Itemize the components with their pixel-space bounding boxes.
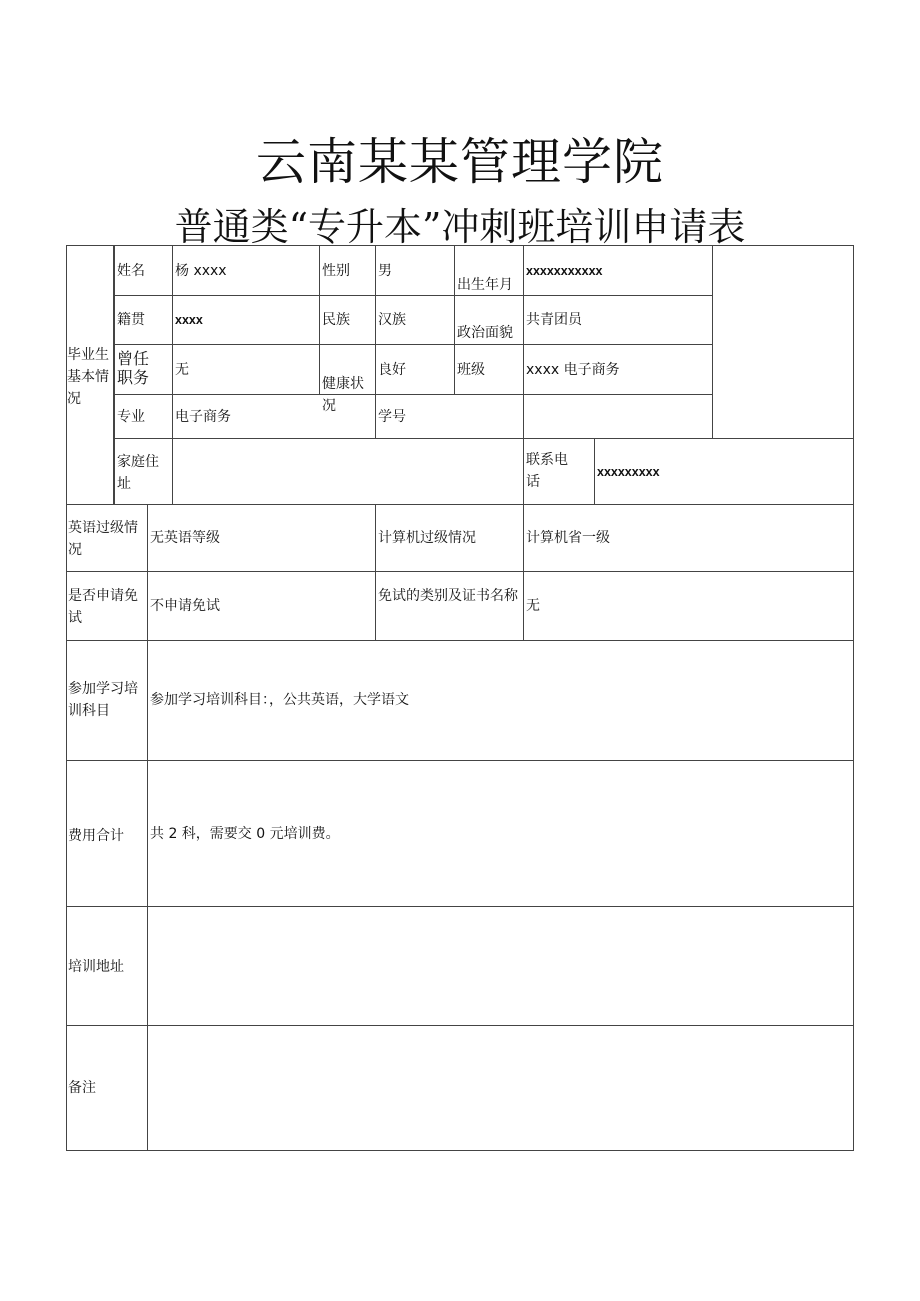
cell-exempt-type-label: [375, 571, 524, 641]
cell-student-no-value: [523, 394, 713, 439]
gender-label: 性别: [322, 263, 350, 279]
ethnicity-value: 汉族: [378, 312, 406, 328]
cell-name-value: [172, 245, 320, 296]
birth-value: xxxxxxxxxxx: [526, 264, 603, 278]
cell-position-value: [172, 344, 320, 395]
cell-ethnicity-label: [319, 295, 376, 345]
exempt-label: 是否申请免试: [68, 588, 138, 626]
cell-exempt-label: [66, 571, 148, 641]
cell-health-value: [375, 344, 455, 395]
cell-english-value: [147, 504, 376, 572]
origin-label: 籍贯: [117, 312, 145, 328]
cell-ethnicity-value: [375, 295, 455, 345]
cell-address-value: [172, 438, 524, 505]
cell-major-value: [172, 394, 376, 439]
cell-subjects-value: [147, 640, 854, 761]
cell-remarks-label: [66, 1025, 148, 1151]
political-value: 共青团员: [526, 312, 582, 328]
cell-photo: [712, 245, 854, 439]
health-value: 良好: [378, 362, 406, 378]
cell-fee-value: [147, 760, 854, 907]
cell-gender-value: [375, 245, 455, 296]
fee-value: 共 2 科，需要交 0 元培训费。: [150, 826, 340, 842]
exempt-type-value: 无: [526, 598, 540, 614]
cell-name-label: [114, 245, 173, 296]
class-value: xxxx 电子商务: [526, 362, 620, 378]
computer-value: 计算机省一级: [526, 530, 610, 546]
cell-computer-label: [375, 504, 524, 572]
cell-fee-label: [66, 760, 148, 907]
cell-health-label: [319, 344, 376, 414]
cell-basic-info-section: [66, 245, 114, 505]
cell-political-value: [523, 295, 713, 345]
gender-value: 男: [378, 263, 392, 279]
english-label: 英语过级情况: [68, 520, 138, 558]
exempt-type-label: 免试的类别及证书名称: [378, 588, 518, 604]
basic-info-section-label: 毕业生基本情况: [67, 347, 109, 407]
name-value: 杨 xxxx: [175, 263, 227, 279]
cell-exempt-value: [147, 571, 376, 641]
cell-class-label: [454, 344, 524, 395]
cell-computer-value: [523, 504, 854, 572]
cell-origin-value: [172, 295, 320, 345]
cell-phone-label: [523, 438, 595, 505]
cell-political-label: [454, 295, 524, 345]
cell-class-value: [523, 344, 713, 395]
subjects-value: 参加学习培训科目：，公共英语，大学语文: [150, 692, 409, 708]
address-label: 家庭住址: [117, 454, 159, 492]
cell-address-label: [114, 438, 173, 505]
cell-location-label: [66, 906, 148, 1026]
location-label: 培训地址: [68, 959, 124, 975]
phone-label: 联系电话: [526, 452, 568, 490]
major-value: 电子商务: [175, 409, 231, 425]
computer-label: 计算机过级情况: [378, 530, 476, 546]
class-label: 班级: [457, 362, 485, 378]
cell-major-label: [114, 394, 173, 439]
subjects-label: 参加学习培训科目: [68, 681, 138, 719]
major-label: 专业: [117, 409, 145, 425]
cell-subjects-label: [66, 640, 148, 761]
cell-student-no-label: [375, 394, 524, 439]
political-label: 政治面貌: [457, 325, 513, 341]
school-title: 云南某某管理学院: [256, 133, 664, 191]
student-no-label: 学号: [378, 409, 406, 425]
cell-gender-label: [319, 245, 376, 296]
form-title: 普通类“专升本”冲刺班培训申请表: [174, 205, 746, 249]
cell-location-value: [147, 906, 854, 1026]
ethnicity-label: 民族: [322, 312, 350, 328]
cell-exempt-type-value: [523, 571, 854, 641]
health-label: 健康状况: [322, 376, 364, 414]
origin-value: xxxx: [175, 313, 203, 327]
phone-value: xxxxxxxxx: [597, 465, 660, 479]
fee-label: 费用合计: [68, 828, 124, 844]
birth-label: 出生年月: [457, 277, 513, 293]
cell-english-label: [66, 504, 148, 572]
remarks-label: 备注: [68, 1080, 96, 1096]
cell-birth-value: [523, 245, 713, 296]
position-label: 曾任职务: [117, 349, 150, 387]
cell-phone-value: [594, 438, 854, 505]
exempt-value: 不申请免试: [150, 598, 220, 614]
position-value: 无: [175, 362, 189, 378]
cell-origin-label: [114, 295, 173, 345]
english-value: 无英语等级: [150, 530, 220, 546]
name-label: 姓名: [117, 263, 145, 279]
cell-remarks-value: [147, 1025, 854, 1151]
cell-birth-label: [454, 245, 524, 296]
cell-position-label: [114, 344, 173, 395]
